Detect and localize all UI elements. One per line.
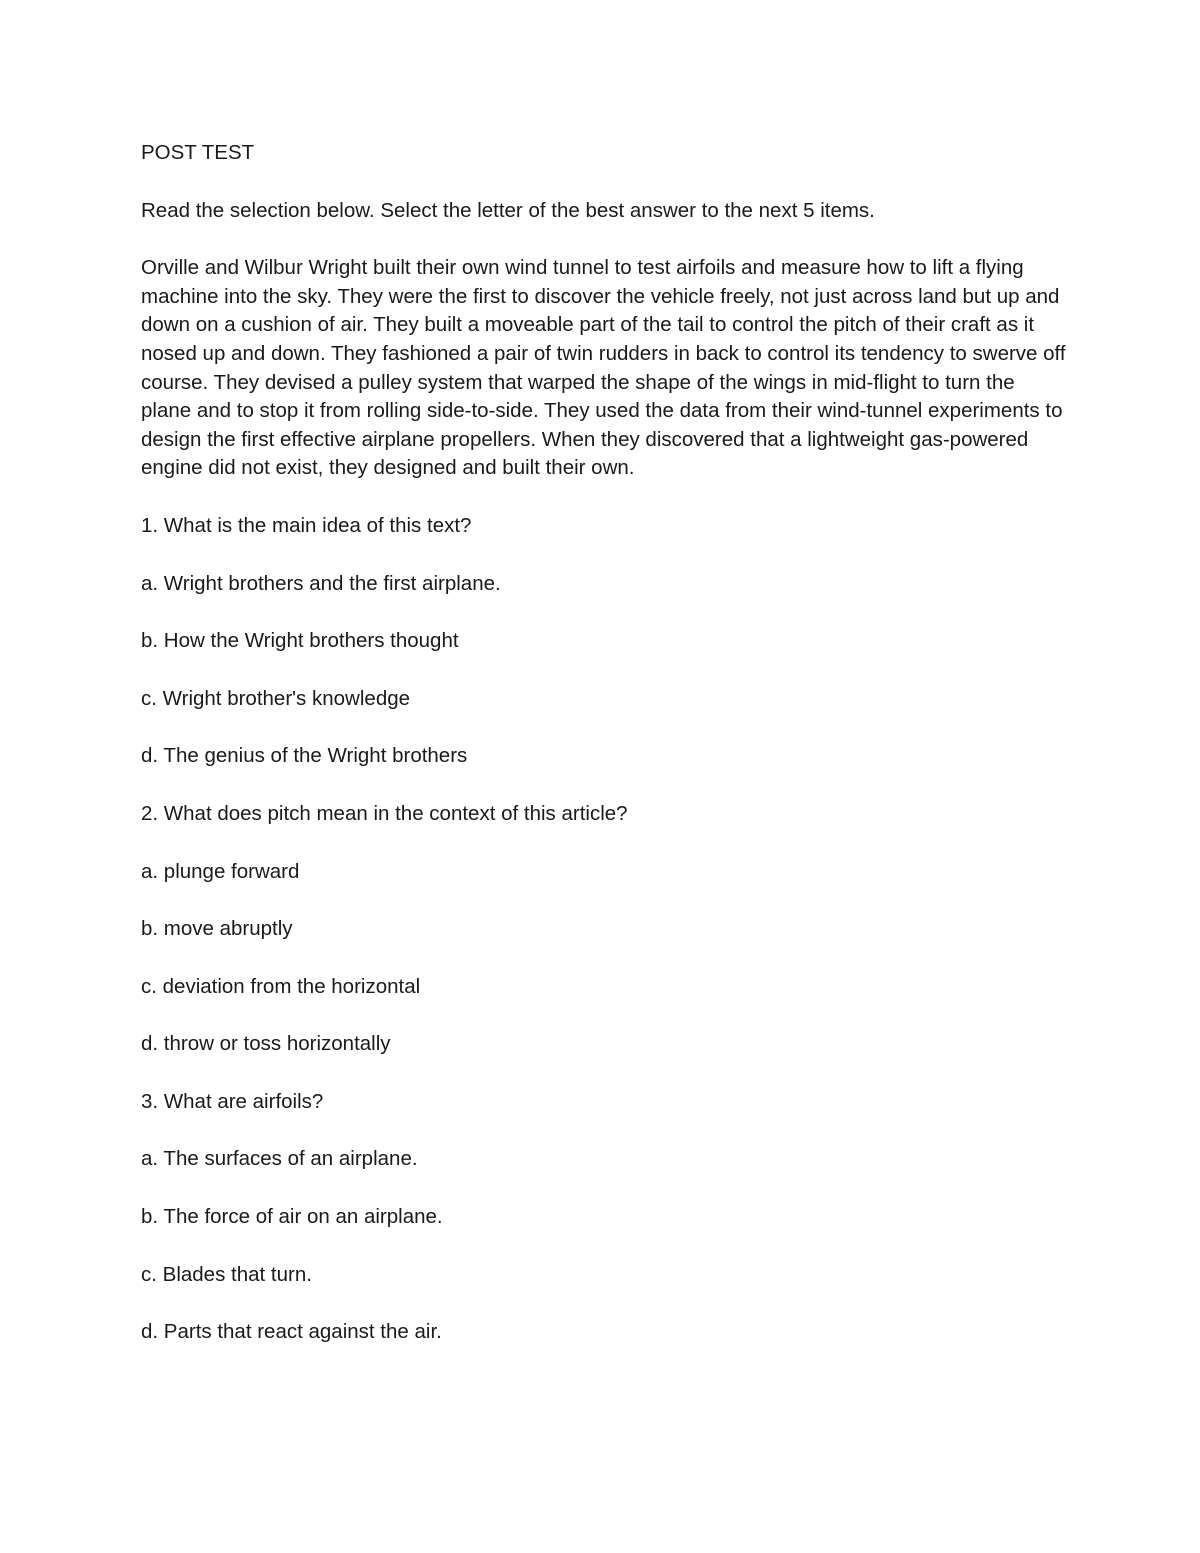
question-3-option-c: c. Blades that turn.	[141, 1262, 312, 1286]
document-title: POST TEST	[141, 141, 255, 164]
reading-passage: Orville and Wilbur Wright built their own wind tunnel to test airfoils and measure how to lift a flying machine into the sky. They were the first to discover the vehicle freely, not just across land but up and down on a cushion of air. They built a moveable part of the tail to control the pitch of their craft as it nosed up and down. They fashioned a pair of twin rudders in back to control its tendency to swerve off course. They devised a pulley system that warped the shape of the wings in mid-flight to turn the plane and to stop it from rolling side-to-side. They used the data from their wind-tunnel experiments to design the first effective airplane propellers. When they discovered that a lightweight gas-powered engine did not exist, they designed and built their own.	[141, 256, 1066, 480]
question-2: 2. What does pitch mean in the context of this article?	[141, 801, 628, 825]
question-3-option-a: a. The surfaces of an airplane.	[141, 1147, 418, 1171]
question-1: 1. What is the main idea of this text?	[141, 513, 472, 537]
instructions: Read the selection below. Select the letter of the best answer to the next 5 items.	[141, 198, 875, 222]
question-2-option-a: a. plunge forward	[141, 859, 300, 883]
question-2-option-d: d. throw or toss horizontally	[141, 1032, 391, 1056]
question-1-option-d: d. The genius of the Wright brothers	[141, 744, 468, 768]
question-1-option-c: c. Wright brother's knowledge	[141, 686, 411, 710]
question-3-option-b: b. The force of air on an airplane.	[141, 1205, 443, 1229]
question-1-option-b: b. How the Wright brothers thought	[141, 629, 459, 653]
question-2-option-c: c. deviation from the horizontal	[141, 974, 421, 998]
question-3-option-d: d. Parts that react against the air.	[141, 1320, 442, 1344]
question-3: 3. What are airfoils?	[141, 1089, 324, 1113]
question-2-option-b: b. move abruptly	[141, 917, 293, 941]
question-1-option-a: a. Wright brothers and the first airplane.	[141, 571, 501, 595]
document-body	[141, 139, 1066, 1347]
